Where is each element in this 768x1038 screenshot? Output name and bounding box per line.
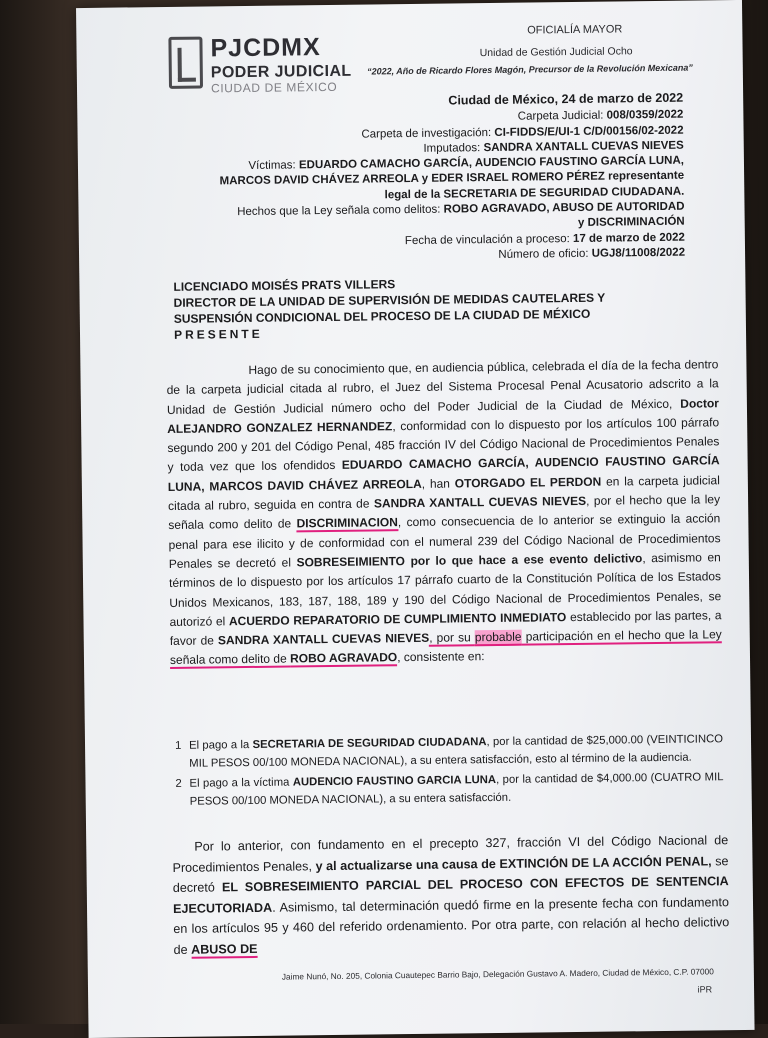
addressee-title-line1: DIRECTOR DE LA UNIDAD DE SUPERVISIÓN DE MEDIDAS CAUTELARES Y: [173, 290, 606, 310]
victimas-line2: MARCOS DAVID CHÁVEZ ARREOLA y EDER ISRAEL ROMERO PÉREZ representante: [219, 170, 685, 188]
logo-line1: PODER JUDICIAL: [210, 62, 352, 82]
place-date: Ciudad de México, 24 de marzo de 2022: [448, 90, 684, 108]
pjcdmx-logo: [168, 33, 359, 97]
victimas: Víctimas: EDUARDO CAMACHO GARCÍA, AUDENCIO FAUSTINO GARCÍA LUNA,: [248, 154, 685, 173]
victimas-line3: legal de la SECRETARIA DE SEGURIDAD CIUDADANA.: [384, 185, 685, 202]
payment-list: [175, 730, 724, 813]
underline-robo-agravado: ROBO AGRAVADO: [289, 650, 398, 666]
year-legend: “2022, Año de Ricardo Flores Magón, Precursor de la Revolución Mexicana”: [366, 62, 693, 77]
addressee-block: [173, 272, 714, 343]
carpeta-investigacion: Carpeta de investigación: CI-FIDDS/E/UI-1 C/D/00156/02-2022: [361, 124, 684, 141]
unit-name: Unidad de Gestión Judicial Ocho: [479, 45, 633, 60]
hechos: Hechos que la Ley señala como delitos: ROBO AGRAVADO, ABUSO DE AUTORIDAD: [237, 200, 685, 219]
document-page: [76, 0, 755, 1038]
list-item: 2 El pago a la víctima AUDENCIO FAUSTINO GARCIA LUNA, por la cantidad de $4,000.00 (CUATRO MIL PESOS 00/100 MONEDA NACIONAL), a su entera satisfacción.: [175, 771, 724, 808]
fecha-vinculacion: Fecha de vinculación a proceso: 17 de marzo de 2022: [404, 231, 685, 247]
list-item: 1 El pago a la SECRETARIA DE SEGURIDAD CIUDADANA, por la cantidad de $25,000.00 (VEINTICINCO MIL PESOS 00/100 MONEDA NACIONAL), a su entera satisfacción, esto al término de la audiencia.: [174, 733, 724, 770]
highlight-probable: probable: [474, 629, 522, 645]
underline-abuso-de: ABUSO DE: [190, 941, 258, 957]
office-name: OFICIALÍA MAYOR: [527, 23, 623, 37]
footer-address: Jaime Nunó, No. 205, Colonia Cuautepec Barrio Bajo, Delegación Gustavo A. Madero, Ciudad de México, C.P. 07000: [281, 966, 714, 982]
logo-emblem-icon: [168, 37, 203, 89]
addressee-presente: PRESENTE: [173, 326, 263, 342]
carpeta-judicial: Carpeta Judicial: 008/0359/2022: [517, 108, 684, 123]
addressee-title-line2: SUSPENSIÓN CONDICIONAL DEL PROCESO DE LA CIUDAD DE MÉXICO: [173, 306, 591, 326]
body-paragraph: Hago de su conocimiento que, en audiencia pública, celebrada el día de la fecha dentro de la carpeta judicial citada al rubro, el Juez del Sistema Procesal Penal Acusatorio adscrito a la Unidad de Gestión Judicial número ocho del Poder Judicial de la Ciudad de México, Doctor ALEJANDRO GONZALEZ HERNANDEZ, conformidad con lo dispuesto por los artículos 100 párrafo segundo 200 y 201 del Código Penal, 485 fracción IV del Código Nacional de Procedimientos Penales y toda vez que los ofendidos EDUARDO CAMACHO GARCÍA, AUDENCIO FAUSTINO GARCÍA LUNA, MARCOS DAVID CHÁVEZ ARREOLA, han OTORGADO EL PERDON en la carpeta judicial citada al rubro, seguida en contra de SANDRA XANTALL CUEVAS NIEVES, por el hecho que la ley señala como delito de DISCRIMINACION, como consecuencia de lo anterior se extinguio la acción penal para ese ilicito y de conformidad con el numeral 239 del Código Nacional de Procedimientos Penales se decretó el SOBRESEIMIENTO por lo que hace a ese evento delictivo, asimismo en términos de lo dispuesto por los artículos 17 párrafo cuarto de la Constitución Política de los Estados Unidos Mexicanos, 183, 187, 188, 189 y 190 del Código Nacional de Procedimientos Penales, se autorizó el ACUERDO REPARATORIO DE CUMPLIMIENTO INMEDIATO establecido por las partes, a favor de SANDRA XANTALL CUEVAS NIEVES, por su probable participación en el hecho que la Ley señala como delito de ROBO AGRAVADO, consistente en:: [166, 357, 722, 668]
addressee-name: LICENCIADO MOISÉS PRATS VILLERS: [173, 277, 396, 294]
imputados: Imputados: SANDRA XANTALL CUEVAS NIEVES: [423, 139, 684, 155]
logo-name: PJCDMX: [210, 33, 321, 63]
numero-oficio: Número de oficio: UGJ8/11008/2022: [498, 246, 686, 261]
case-metadata: [137, 91, 685, 268]
footer-initials: iPR: [697, 984, 713, 995]
highlight-discriminacion: DISCRIMINACION: [296, 515, 398, 531]
logo-line2: CIUDAD DE MÉXICO: [210, 79, 338, 96]
hechos-line2: y DISCRIMINACIÓN: [577, 216, 685, 230]
closing-paragraph: Por lo anterior, con fundamento en el precepto 327, fracción VI del Código Nacional de Procedimientos Penales, y al actualizarse una causa de EXTINCIÓN DE LA ACCIÓN PENAL, se decretó EL SOBRESEIMIENTO PARCIAL DEL PROCESO CON EFECTOS DE SENTENCIA EJECUTORIADA. Asimismo, tal determinación quedó firme en la presente fecha con fundamento en los artículos 95 y 460 del referido ordenamiento. Por otra parte, con relación al hecho delictivo de ABUSO DE: [172, 833, 730, 957]
